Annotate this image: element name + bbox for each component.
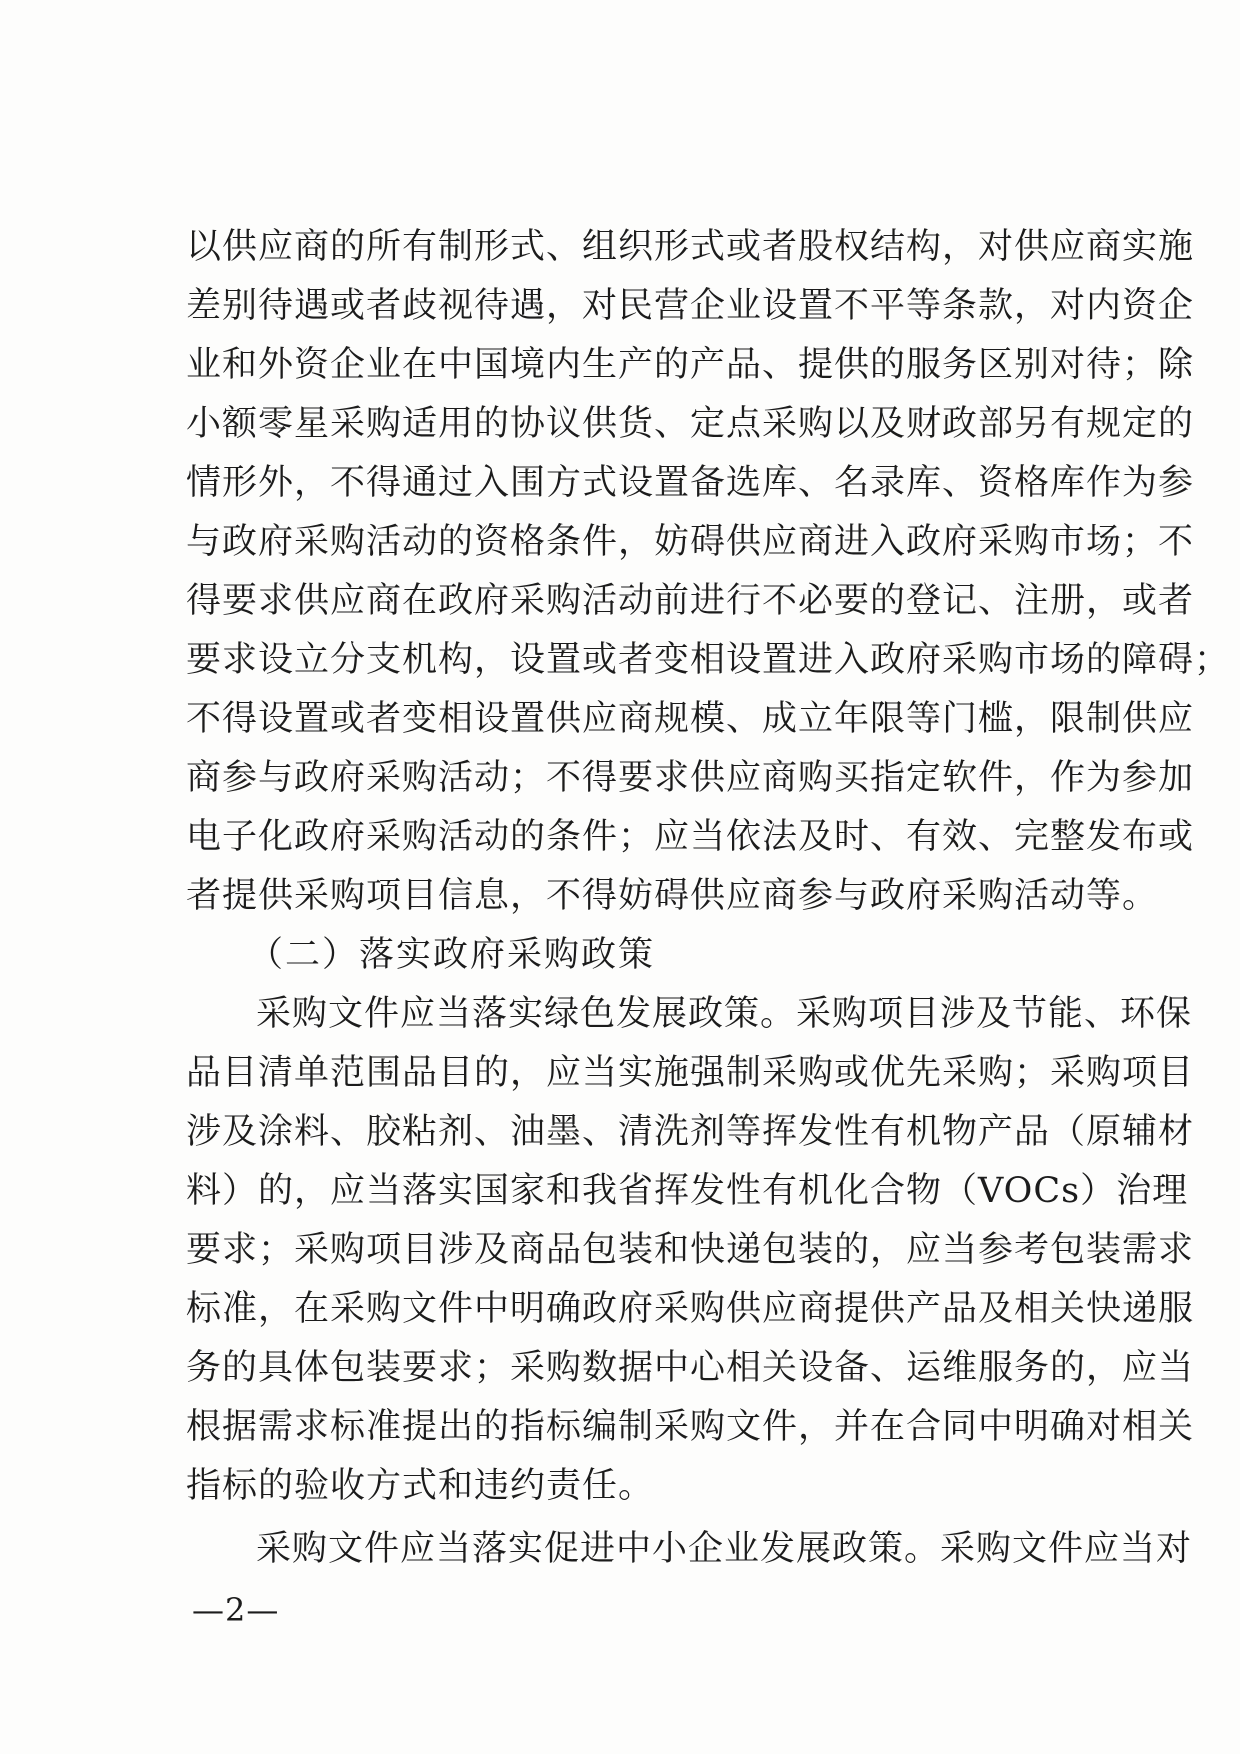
text-line: 料）的，应当落实国家和我省挥发性有机化合物（VOCs）治理 [186, 1171, 1189, 1211]
text-line: 要求设立分支机构，设置或者变相设置进入政府采购市场的障碍； [186, 640, 1231, 680]
text-line: 采购文件应当落实绿色发展政策。采购项目涉及节能、环保 [256, 994, 1193, 1034]
text-line: 小额零星采购适用的协议供货、定点采购以及财政部另有规定的 [186, 404, 1195, 444]
text-line: 根据需求标准提出的指标编制采购文件，并在合同中明确对相关 [186, 1407, 1195, 1447]
page-number: —2— [192, 1591, 280, 1629]
text-line: 品目清单范围品目的，应当实施强制采购或优先采购；采购项目 [186, 1053, 1195, 1093]
text-line: 标准，在采购文件中明确政府采购供应商提供产品及相关快递服 [186, 1289, 1195, 1329]
text-line: 要求；采购项目涉及商品包装和快递包装的，应当参考包装需求 [186, 1230, 1195, 1270]
text-line: 得要求供应商在政府采购活动前进行不必要的登记、注册，或者 [186, 581, 1195, 621]
text-line: 不得设置或者变相设置供应商规模、成立年限等门槛，限制供应 [186, 699, 1195, 739]
paragraph-sme-policy [186, 1520, 1193, 1579]
text-line: 者提供采购项目信息，不得妨碍供应商参与政府采购活动等。 [186, 876, 1159, 916]
text-line: 采购文件应当落实促进中小企业发展政策。采购文件应当对 [256, 1529, 1193, 1569]
text-line: 务的具体包装要求；采购数据中心相关设备、运维服务的，应当 [186, 1348, 1195, 1388]
paragraph-green-development [186, 985, 1195, 1516]
text-line: 差别待遇或者歧视待遇，对民营企业设置不平等条款，对内资企 [186, 286, 1195, 326]
paragraph-supplier-discrimination [186, 218, 1231, 926]
text-line: 商参与政府采购活动；不得要求供应商购买指定软件，作为参加 [186, 758, 1195, 798]
document-body [186, 218, 1231, 1579]
section-heading: （二）落实政府采购政策 [248, 935, 656, 975]
text-line: 电子化政府采购活动的条件；应当依法及时、有效、完整发布或 [186, 817, 1195, 857]
text-line: 以供应商的所有制形式、组织形式或者股权结构，对供应商实施 [186, 227, 1195, 267]
text-line: 情形外，不得通过入围方式设置备选库、名录库、资格库作为参 [186, 463, 1195, 503]
text-line: 涉及涂料、胶粘剂、油墨、清洗剂等挥发性有机物产品（原辅材 [186, 1112, 1195, 1152]
text-line: 与政府采购活动的资格条件，妨碍供应商进入政府采购市场；不 [186, 522, 1195, 562]
text-line: 业和外资企业在中国境内生产的产品、提供的服务区别对待；除 [186, 345, 1195, 385]
text-line: 指标的验收方式和违约责任。 [186, 1466, 655, 1506]
